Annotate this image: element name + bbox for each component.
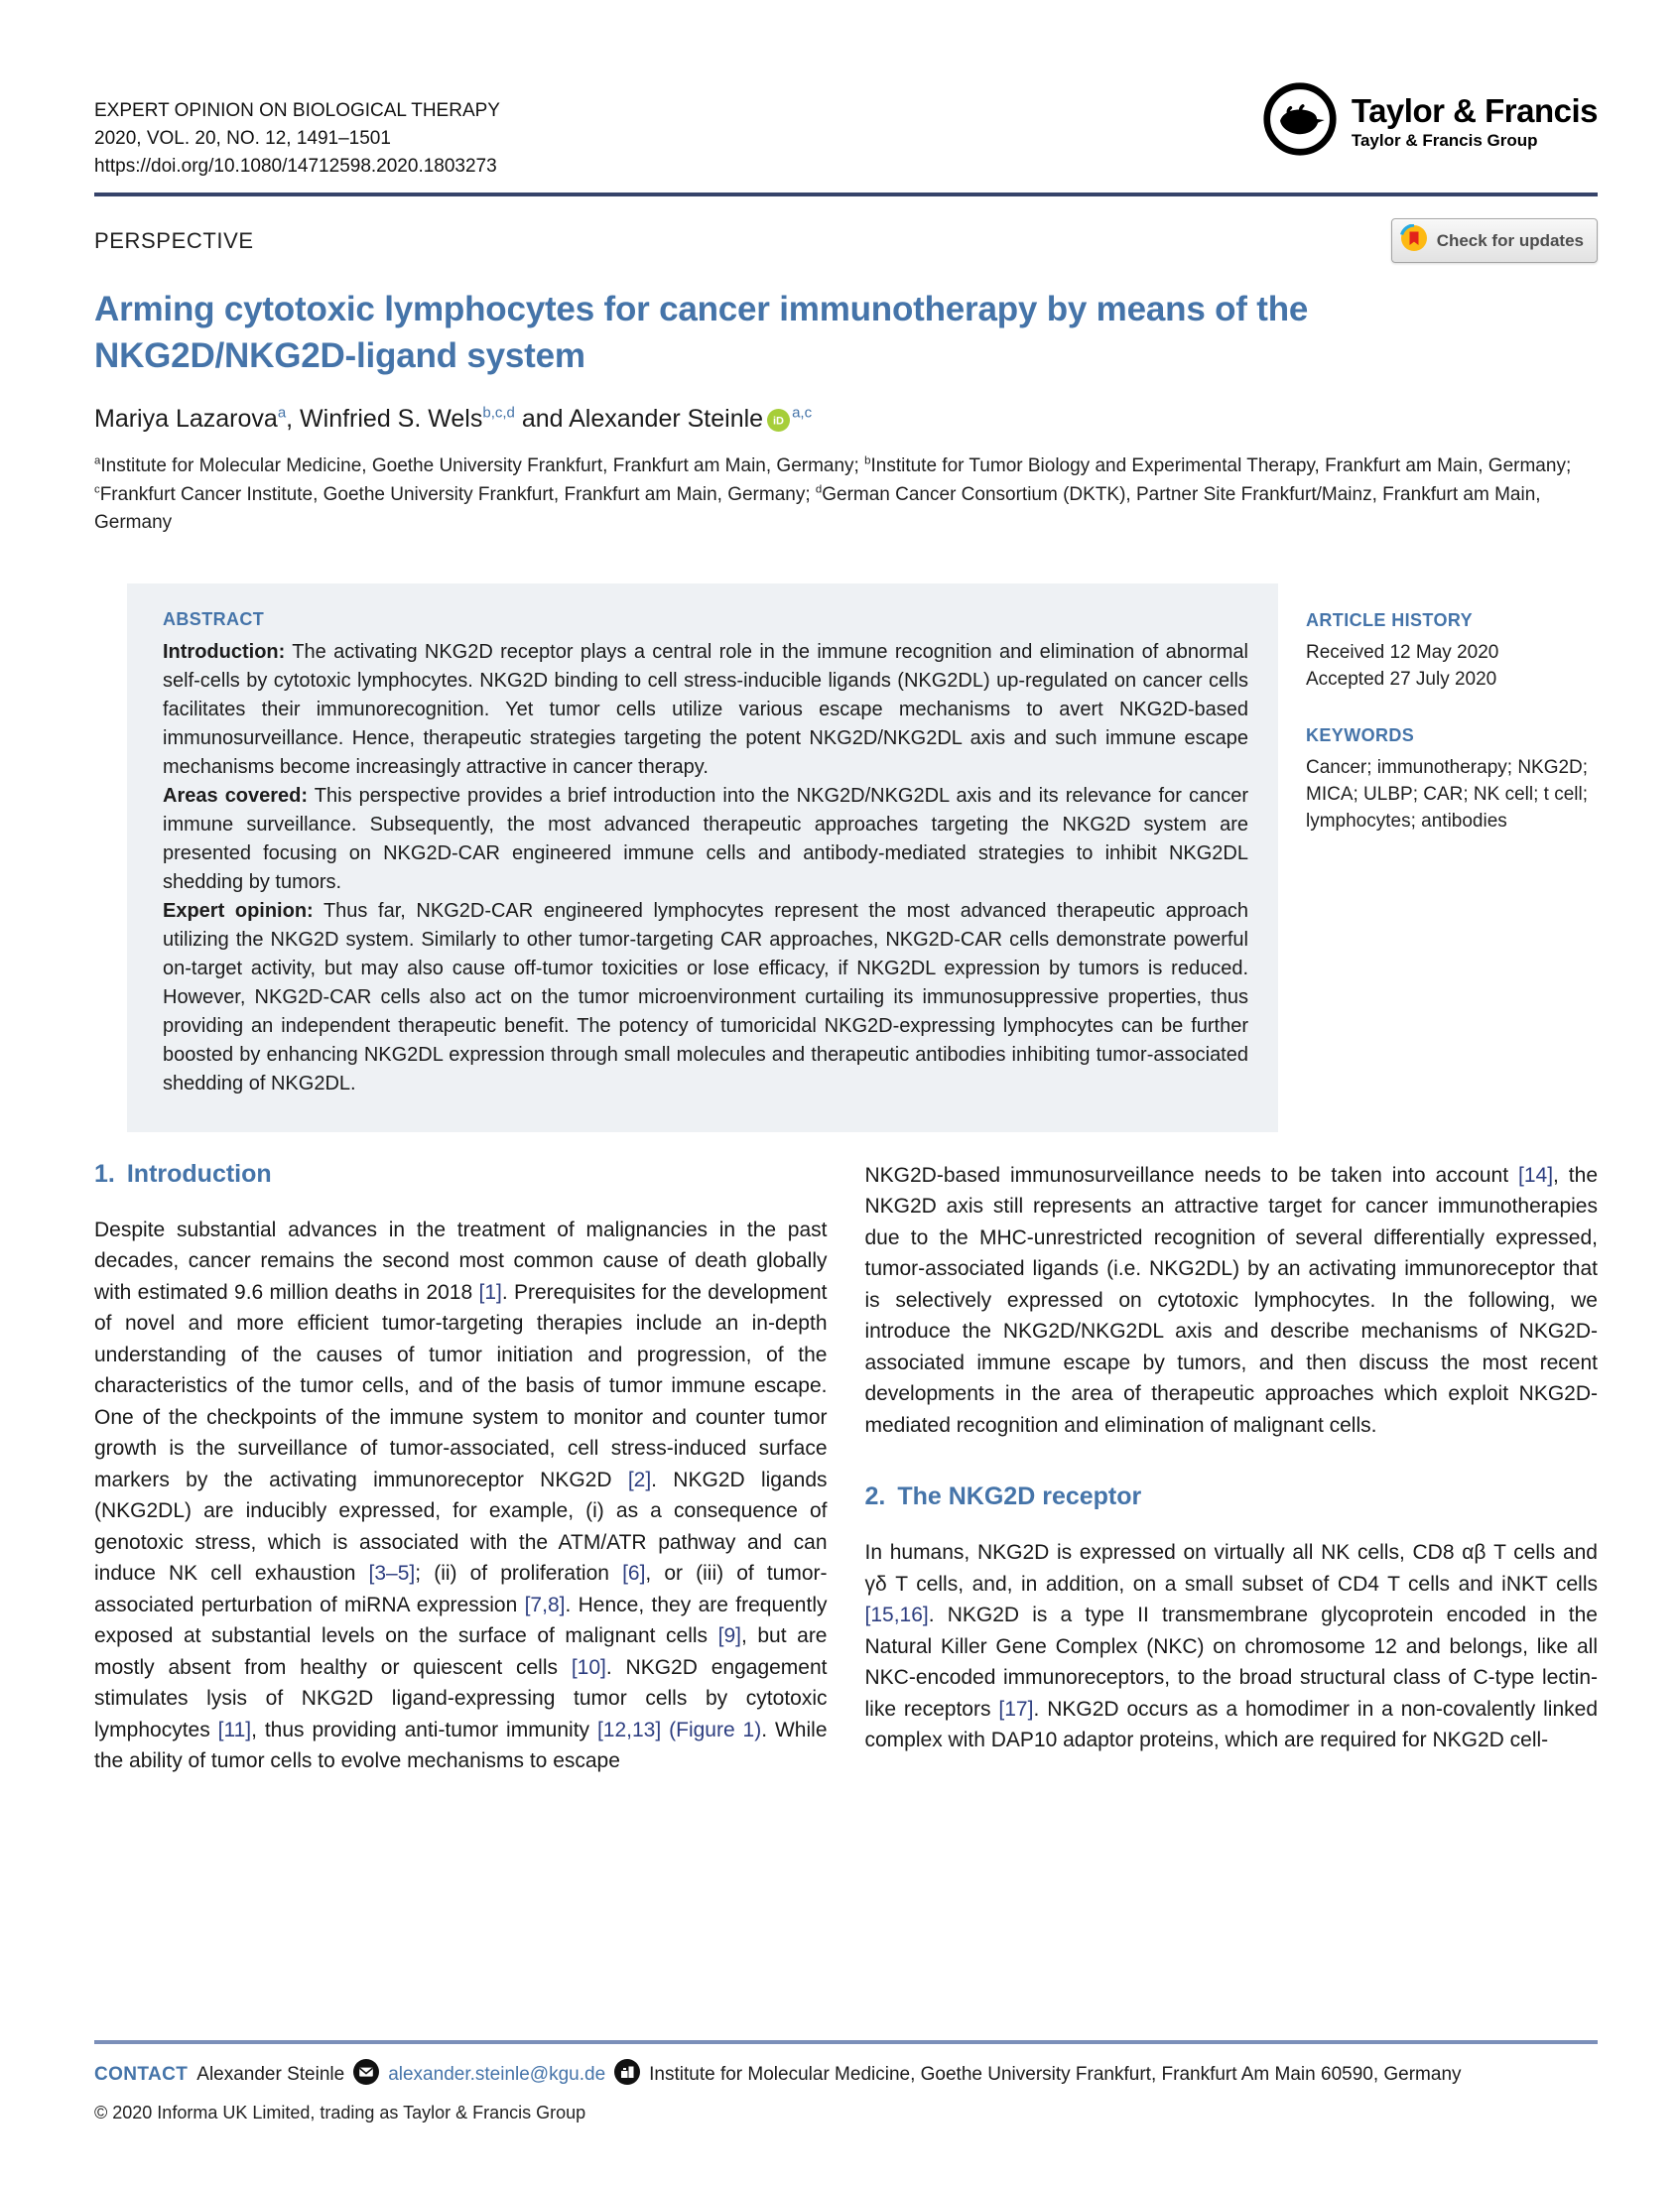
check-for-updates-label: Check for updates bbox=[1436, 230, 1584, 250]
header-rule bbox=[94, 193, 1598, 196]
abstract-box bbox=[127, 583, 1278, 1132]
orcid-icon[interactable] bbox=[767, 409, 790, 439]
abstract-text bbox=[163, 638, 1248, 1098]
check-for-updates-button[interactable] bbox=[1391, 218, 1598, 263]
taylor-francis-logo-icon bbox=[1262, 81, 1338, 162]
keywords-heading: KEYWORDS bbox=[1306, 724, 1415, 745]
abstract-heading: ABSTRACT bbox=[163, 608, 265, 629]
doi-link[interactable]: https://doi.org/10.1080/14712598.2020.1803273 bbox=[94, 156, 497, 177]
citation-link[interactable]: [15,16] bbox=[864, 1604, 929, 1627]
body-left-column bbox=[94, 1160, 828, 1777]
bold-lead-in: Areas covered: bbox=[163, 784, 309, 807]
article-history-heading: ARTICLE HISTORY bbox=[1306, 609, 1474, 630]
text-segment: The activating NKG2D receptor plays a central role in the immune recognition and elimination of abnormal self-cells by cytotoxic lymphocytes. NKG2D binding to cell stress-inducible ligands (NKG2DL) up-regulated on cancer cells facilitates their immunorecognition. Yet tumor cells utilize various escape mechanisms to avert NKG2D-based immunosurveillance. Hence, therapeutic strategies targeting the potent NKG2D/NKG2DL axis and such immune escape mechanisms become increasingly attractive in cancer therapy. bbox=[163, 640, 1248, 778]
journal-header bbox=[94, 0, 1598, 181]
introduction-paragraph bbox=[94, 1215, 828, 1777]
citation-link[interactable]: [6] bbox=[622, 1562, 646, 1586]
text-segment: German Cancer Consortium (DKTK), Partner Site Frankfurt/Mainz, Frankfurt am Main, Germany bbox=[94, 483, 1541, 534]
publisher-logo bbox=[1262, 81, 1598, 162]
publisher-group: Taylor & Francis Group bbox=[1351, 131, 1538, 150]
text-segment: NKG2D-based immunosurveillance needs to be taken into account bbox=[864, 1163, 1518, 1187]
article-type-row bbox=[94, 218, 1598, 263]
text-segment: , thus providing anti-tumor immunity bbox=[251, 1718, 597, 1741]
text-segment: Mariya Lazarova bbox=[94, 405, 278, 434]
bold-lead-in: Expert opinion: bbox=[163, 899, 314, 922]
text-segment: . Prerequisites for the development of novel and more efficient tumor-targeting therapies include an in-depth understanding of the causes of tumor initiation and progression, of the characteristics of the tumor cells, and of the basis of tumor immune escape. One of the checkpoints of the immune system to monitor and counter tumor growth is the surveillance of tumor-associated, cell stress-induced surface markers by the activating immunoreceptor NKG2D bbox=[94, 1280, 828, 1491]
text-segment: and Alexander Steinle bbox=[514, 405, 764, 434]
contact-address: Institute for Molecular Medicine, Goethe University Frankfurt, Frankfurt Am Main 60590, Germany bbox=[649, 2064, 1462, 2085]
article-type-label: PERSPECTIVE bbox=[94, 227, 254, 253]
section-heading-nkg2d-receptor bbox=[865, 1482, 1599, 1511]
text-segment bbox=[661, 1719, 669, 1741]
text-segment: Thus far, NKG2D-CAR engineered lymphocytes represent the most advanced therapeutic approach utilizing the NKG2D system. Similarly to other tumor-targeting CAR approaches, NKG2D-CAR cells demonstrate powerful on-target activity, but may also cause off-tumor toxicities or lose efficacy, if NKG2DL expression by tumors is reduced. However, NKG2D-CAR cells also act on the tumor microenvironment curtailing its immunosuppressive properties, thus providing an independent therapeutic benefit. The potency of tumoricidal NKG2D-expressing lymphocytes can be further boosted by enhancing NKG2DL expression through small molecules and therapeutic antibodies inhibiting tumor-associated shedding of NKG2DL. bbox=[163, 899, 1248, 1094]
text-segment: This perspective provides a brief introduction into the NKG2D/NKG2DL axis and its relevance for cancer immune surveillance. Subsequently, the most advanced therapeutic approaches targeting the NKG2D system are presented focusing on NKG2D-CAR engineered immune cells and antibody-mediated strategies to inhibit NKG2DL shedding by tumors. bbox=[163, 784, 1248, 893]
citation-link[interactable]: [3–5] bbox=[368, 1562, 416, 1586]
orcid-author-sup bbox=[792, 405, 812, 434]
bold-lead-in: Introduction: bbox=[163, 640, 286, 663]
journal-name: EXPERT OPINION ON BIOLOGICAL THERAPY bbox=[94, 100, 500, 121]
citation-link[interactable]: [7,8] bbox=[524, 1593, 566, 1616]
abstract-region bbox=[127, 583, 1598, 1132]
text-segment: . NKG2D occurs as a homodimer in a non-covalently linked complex with DAP10 adaptor proteins, which are required for NKG2D cell- bbox=[864, 1697, 1598, 1752]
affiliations bbox=[94, 452, 1588, 538]
citation-link[interactable]: [11] bbox=[217, 1718, 252, 1741]
text-segment: , the NKG2D axis still represents an attractive target for cancer immunotherapies due to the MHC-unrestricted recognition of several differentially expressed, tumor-associated ligands (i.e. NKG2DL) by an activating immunoreceptor that is selectively expressed on cytotoxic lymphocytes. In the following, we introduce the NKG2D/NKG2DL axis and describe mechanisms of NKG2D-associated immune escape by tumors, and then discuss the most recent developments in the area of therapeutic approaches which exploit NKG2D-mediated recognition and elimination of malignant cells. bbox=[864, 1163, 1598, 1437]
text-segment: Despite substantial advances in the treatment of malignancies in the past decades, cancer remains the second most common cause of death globally with estimated 9.6 million deaths in 2018 bbox=[94, 1218, 828, 1304]
citation-link[interactable]: [9] bbox=[717, 1624, 741, 1648]
text-segment: Frankfurt Cancer Institute, Goethe University Frankfurt, Frankfurt am Main, Germany; bbox=[99, 483, 816, 505]
citation-link[interactable]: (Figure 1) bbox=[669, 1718, 762, 1741]
superscript: a,c bbox=[792, 404, 813, 422]
journal-info-block bbox=[94, 97, 500, 181]
accepted-date: Accepted 27 July 2020 bbox=[1306, 668, 1497, 690]
citation-link[interactable]: [17] bbox=[998, 1697, 1034, 1721]
svg-text:iD: iD bbox=[773, 415, 785, 428]
received-date: Received 12 May 2020 bbox=[1306, 641, 1499, 663]
superscript: d bbox=[815, 483, 823, 496]
keywords-list: Cancer; immunotherapy; NKG2D; MICA; ULBP; CAR; NK cell; t cell; lymphocytes; antibodies bbox=[1306, 756, 1589, 832]
contact-name: Alexander Steinle bbox=[196, 2064, 345, 2085]
orcid-wrap bbox=[767, 405, 812, 439]
text-segment: . NKG2D engagement stimulates lysis of NKG2D ligand-expressing tumor cells by cytotoxic lymphocytes bbox=[94, 1655, 828, 1741]
contact-email-link[interactable]: alexander.steinle@kgu.de bbox=[388, 2064, 606, 2085]
article-title: Arming cytotoxic lymphocytes for cancer immunotherapy by means of the NKG2D/NKG2D-ligand system bbox=[94, 290, 1309, 375]
article-body bbox=[94, 1160, 1598, 1777]
publisher-name: Taylor & Francis bbox=[1351, 92, 1598, 129]
abstract-expert-opinion bbox=[163, 897, 1248, 1098]
page-content bbox=[94, 0, 1598, 1777]
publisher-wordmark bbox=[1352, 92, 1598, 151]
section-title: Introduction bbox=[126, 1159, 272, 1188]
author-names bbox=[94, 405, 763, 434]
superscript: c bbox=[94, 483, 100, 496]
citation-link[interactable]: [2] bbox=[627, 1468, 652, 1491]
body-right-column bbox=[865, 1160, 1599, 1777]
text-segment: Institute for Tumor Biology and Experimental Therapy, Frankfurt am Main, Germany; bbox=[870, 455, 1572, 477]
copyright-line: © 2020 Informa UK Limited, trading as Taylor & Francis Group bbox=[94, 2103, 586, 2123]
text-segment: , or (iii) of tumor-associated perturbation of miRNA expression bbox=[94, 1562, 828, 1616]
text-segment: . While the ability of tumor cells to evolve mechanisms to escape bbox=[94, 1718, 828, 1773]
abstract-introduction bbox=[163, 638, 1248, 782]
text-segment: . NKG2D is a type II transmembrane glycoprotein encoded in the Natural Killer Gene Complex (NKC) on chromosome 12 and belongs, like all NKC-encoded immunoreceptors, to the broad structural class of C-type lectin-like receptors bbox=[864, 1604, 1598, 1721]
section-title: The NKG2D receptor bbox=[897, 1482, 1142, 1511]
section-number: 2. bbox=[864, 1482, 886, 1511]
superscript: b,c,d bbox=[482, 404, 515, 422]
nkg2d-receptor-paragraph bbox=[865, 1537, 1599, 1756]
email-icon bbox=[353, 2059, 379, 2091]
introduction-paragraph-continued bbox=[865, 1160, 1599, 1442]
citation-link[interactable]: [14] bbox=[1518, 1163, 1554, 1187]
citation-link[interactable]: [1] bbox=[478, 1280, 502, 1304]
text-segment: . NKG2D ligands (NKG2DL) are inducibly expressed, for example, (i) as a consequence of genotoxic stress, which is associated with the ATM/ATR pathway and can induce NK cell exhaustion bbox=[94, 1468, 828, 1586]
section-number: 1. bbox=[94, 1159, 115, 1188]
superscript: a bbox=[94, 454, 101, 467]
institution-icon bbox=[614, 2059, 640, 2091]
text-segment: In humans, NKG2D is expressed on virtually all NK cells, CD8 αβ T cells and γδ T cells, and, in addition, on a small subset of CD4 T cells and iNKT cells bbox=[864, 1541, 1598, 1596]
contact-label: CONTACT bbox=[94, 2064, 189, 2085]
text-segment: , but are mostly absent from healthy or quiescent cells bbox=[94, 1624, 828, 1679]
text-segment: ; (ii) of proliferation bbox=[415, 1562, 623, 1586]
text-segment: Institute for Molecular Medicine, Goethe University Frankfurt, Frankfurt am Main, Germany; bbox=[100, 455, 865, 477]
superscript: b bbox=[864, 454, 871, 467]
footer-rule bbox=[94, 2040, 1598, 2044]
article-history-section bbox=[1306, 607, 1601, 693]
abstract-areas-covered bbox=[163, 782, 1248, 897]
crossmark-icon bbox=[1400, 224, 1428, 257]
citation-link[interactable]: [12,13] bbox=[596, 1718, 662, 1741]
text-segment: , Winfried S. Wels bbox=[286, 405, 483, 434]
section-heading-introduction bbox=[94, 1160, 828, 1189]
article-info-sidebar bbox=[1306, 583, 1601, 1132]
text-segment: . Hence, they are frequently exposed at substantial levels on the surface of malignant cells bbox=[94, 1593, 828, 1648]
contact-line bbox=[94, 2059, 1598, 2091]
journal-volume-issue: 2020, VOL. 20, NO. 12, 1491–1501 bbox=[94, 128, 391, 149]
author-list bbox=[94, 405, 1598, 439]
citation-link[interactable]: [10] bbox=[571, 1655, 606, 1679]
superscript: a bbox=[277, 404, 287, 422]
keywords-section bbox=[1306, 722, 1601, 835]
page-footer bbox=[94, 2040, 1598, 2124]
